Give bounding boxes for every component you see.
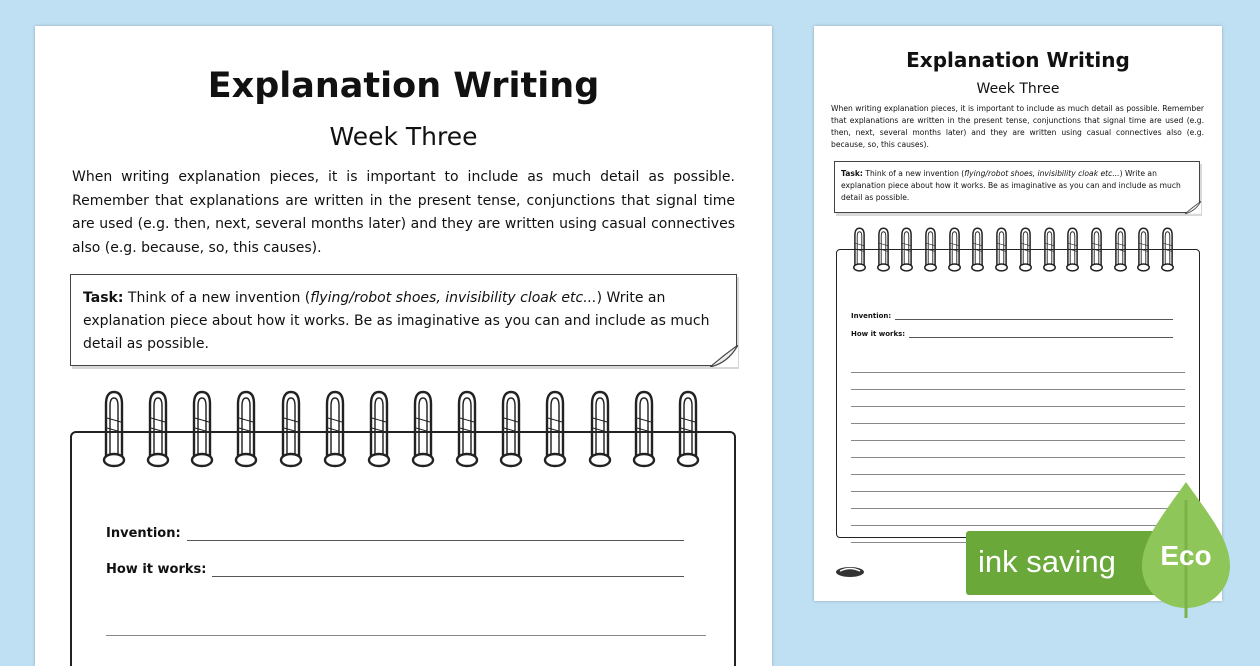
ring-binding	[101, 388, 701, 468]
ring-binding-icon	[1018, 226, 1033, 272]
ring-binding-icon	[1160, 226, 1175, 272]
task-text-before-small: Think of a new invention (	[862, 169, 965, 178]
writing-line	[851, 389, 1185, 390]
page-title-small: Explanation Writing	[906, 48, 1130, 72]
writing-line	[851, 508, 1185, 509]
ring-binding-icon	[233, 388, 259, 468]
how-it-works-line-small	[909, 337, 1173, 338]
worksheet-page-large	[35, 26, 772, 666]
invention-line	[187, 540, 684, 541]
task-text-after-small: ) Write an explanation piece about how it works. Be as imaginative as you can and include as much detail as possible.	[841, 169, 1181, 202]
writing-line	[851, 372, 1185, 373]
writing-line	[851, 406, 1185, 407]
ring-binding-icon	[899, 226, 914, 272]
ring-binding-icon	[542, 388, 568, 468]
writing-line	[851, 457, 1185, 458]
ring-binding-icon	[1113, 226, 1128, 272]
ring-binding-icon	[101, 388, 127, 468]
writing-line	[851, 525, 1185, 526]
ring-binding-icon	[631, 388, 657, 468]
ring-binding-icon	[852, 226, 867, 272]
writing-line	[106, 635, 706, 636]
writing-line	[851, 440, 1185, 441]
page-subtitle-small: Week Three	[976, 81, 1060, 97]
writing-line	[851, 423, 1185, 424]
how-it-works-line	[212, 576, 684, 577]
ring-binding-icon	[1042, 226, 1057, 272]
task-text-small	[835, 162, 1199, 204]
ring-binding-icon	[366, 388, 392, 468]
ring-binding-icon	[322, 388, 348, 468]
ring-binding-icon	[1089, 226, 1104, 272]
invention-line-small	[895, 319, 1173, 320]
ring-binding-icon	[675, 388, 701, 468]
publisher-logo-icon	[834, 564, 866, 578]
task-text-italic-small: flying/robot shoes, invisibility cloak etc...	[964, 169, 1120, 178]
ring-binding-icon	[454, 388, 480, 468]
how-it-works-field	[106, 557, 684, 577]
writing-line	[851, 491, 1185, 492]
ring-binding-icon	[994, 226, 1009, 272]
ring-binding-icon	[1136, 226, 1151, 272]
ring-binding-icon	[278, 388, 304, 468]
ring-binding-icon	[410, 388, 436, 468]
task-label: Task:	[83, 290, 124, 306]
ring-binding-icon	[970, 226, 985, 272]
task-text	[71, 275, 736, 356]
ring-binding-icon	[189, 388, 215, 468]
ring-binding-icon	[923, 226, 938, 272]
page-title: Explanation Writing	[207, 66, 600, 106]
ring-binding-icon	[498, 388, 524, 468]
how-it-works-label: How it works:	[106, 562, 207, 577]
invention-label-small: Invention:	[851, 312, 892, 320]
ring-binding-small	[852, 226, 1175, 272]
intro-paragraph-small: When writing explanation pieces, it is important to include as much detail as possible. Remember that explanations are written in the present tense, conjunctions that signal time are used (e.g. then, next, several months later) and they are written using casual connectives also (e.g. because, so, this causes).	[831, 104, 1204, 149]
task-text-before: Think of a new invention (	[123, 290, 311, 306]
task-box	[70, 274, 737, 366]
task-label-small: Task:	[841, 169, 863, 178]
page-subtitle: Week Three	[329, 122, 478, 151]
invention-field-small	[851, 308, 1173, 320]
task-text-italic: flying/robot shoes, invisibility cloak etc...	[310, 290, 597, 306]
page-curl-icon	[1185, 201, 1201, 214]
ring-binding-icon	[947, 226, 962, 272]
invention-label: Invention:	[106, 526, 181, 541]
writing-line	[851, 474, 1185, 475]
ring-binding-icon	[1065, 226, 1080, 272]
ink-saving-label: ink saving	[978, 544, 1116, 579]
task-text-after: ) Write an explanation piece about how it works. Be as imaginative as you can and include as much detail as possible.	[83, 290, 710, 352]
intro-paragraph: When writing explanation pieces, it is important to include as much detail as possible. Remember that explanations are written in the present tense, conjunctions that signal time are used (e.g. then, next, several months later) and they are written using casual connectives also (e.g. because, so, this causes).	[72, 169, 735, 256]
ring-binding-icon	[876, 226, 891, 272]
eco-label: Eco	[1160, 540, 1212, 571]
page-curl-icon	[710, 345, 738, 367]
ring-binding-icon	[145, 388, 171, 468]
how-it-works-field-small	[851, 326, 1173, 338]
task-box-small	[834, 161, 1200, 213]
how-it-works-label-small: How it works:	[851, 330, 906, 338]
ring-binding-icon	[587, 388, 613, 468]
invention-field	[106, 521, 684, 541]
